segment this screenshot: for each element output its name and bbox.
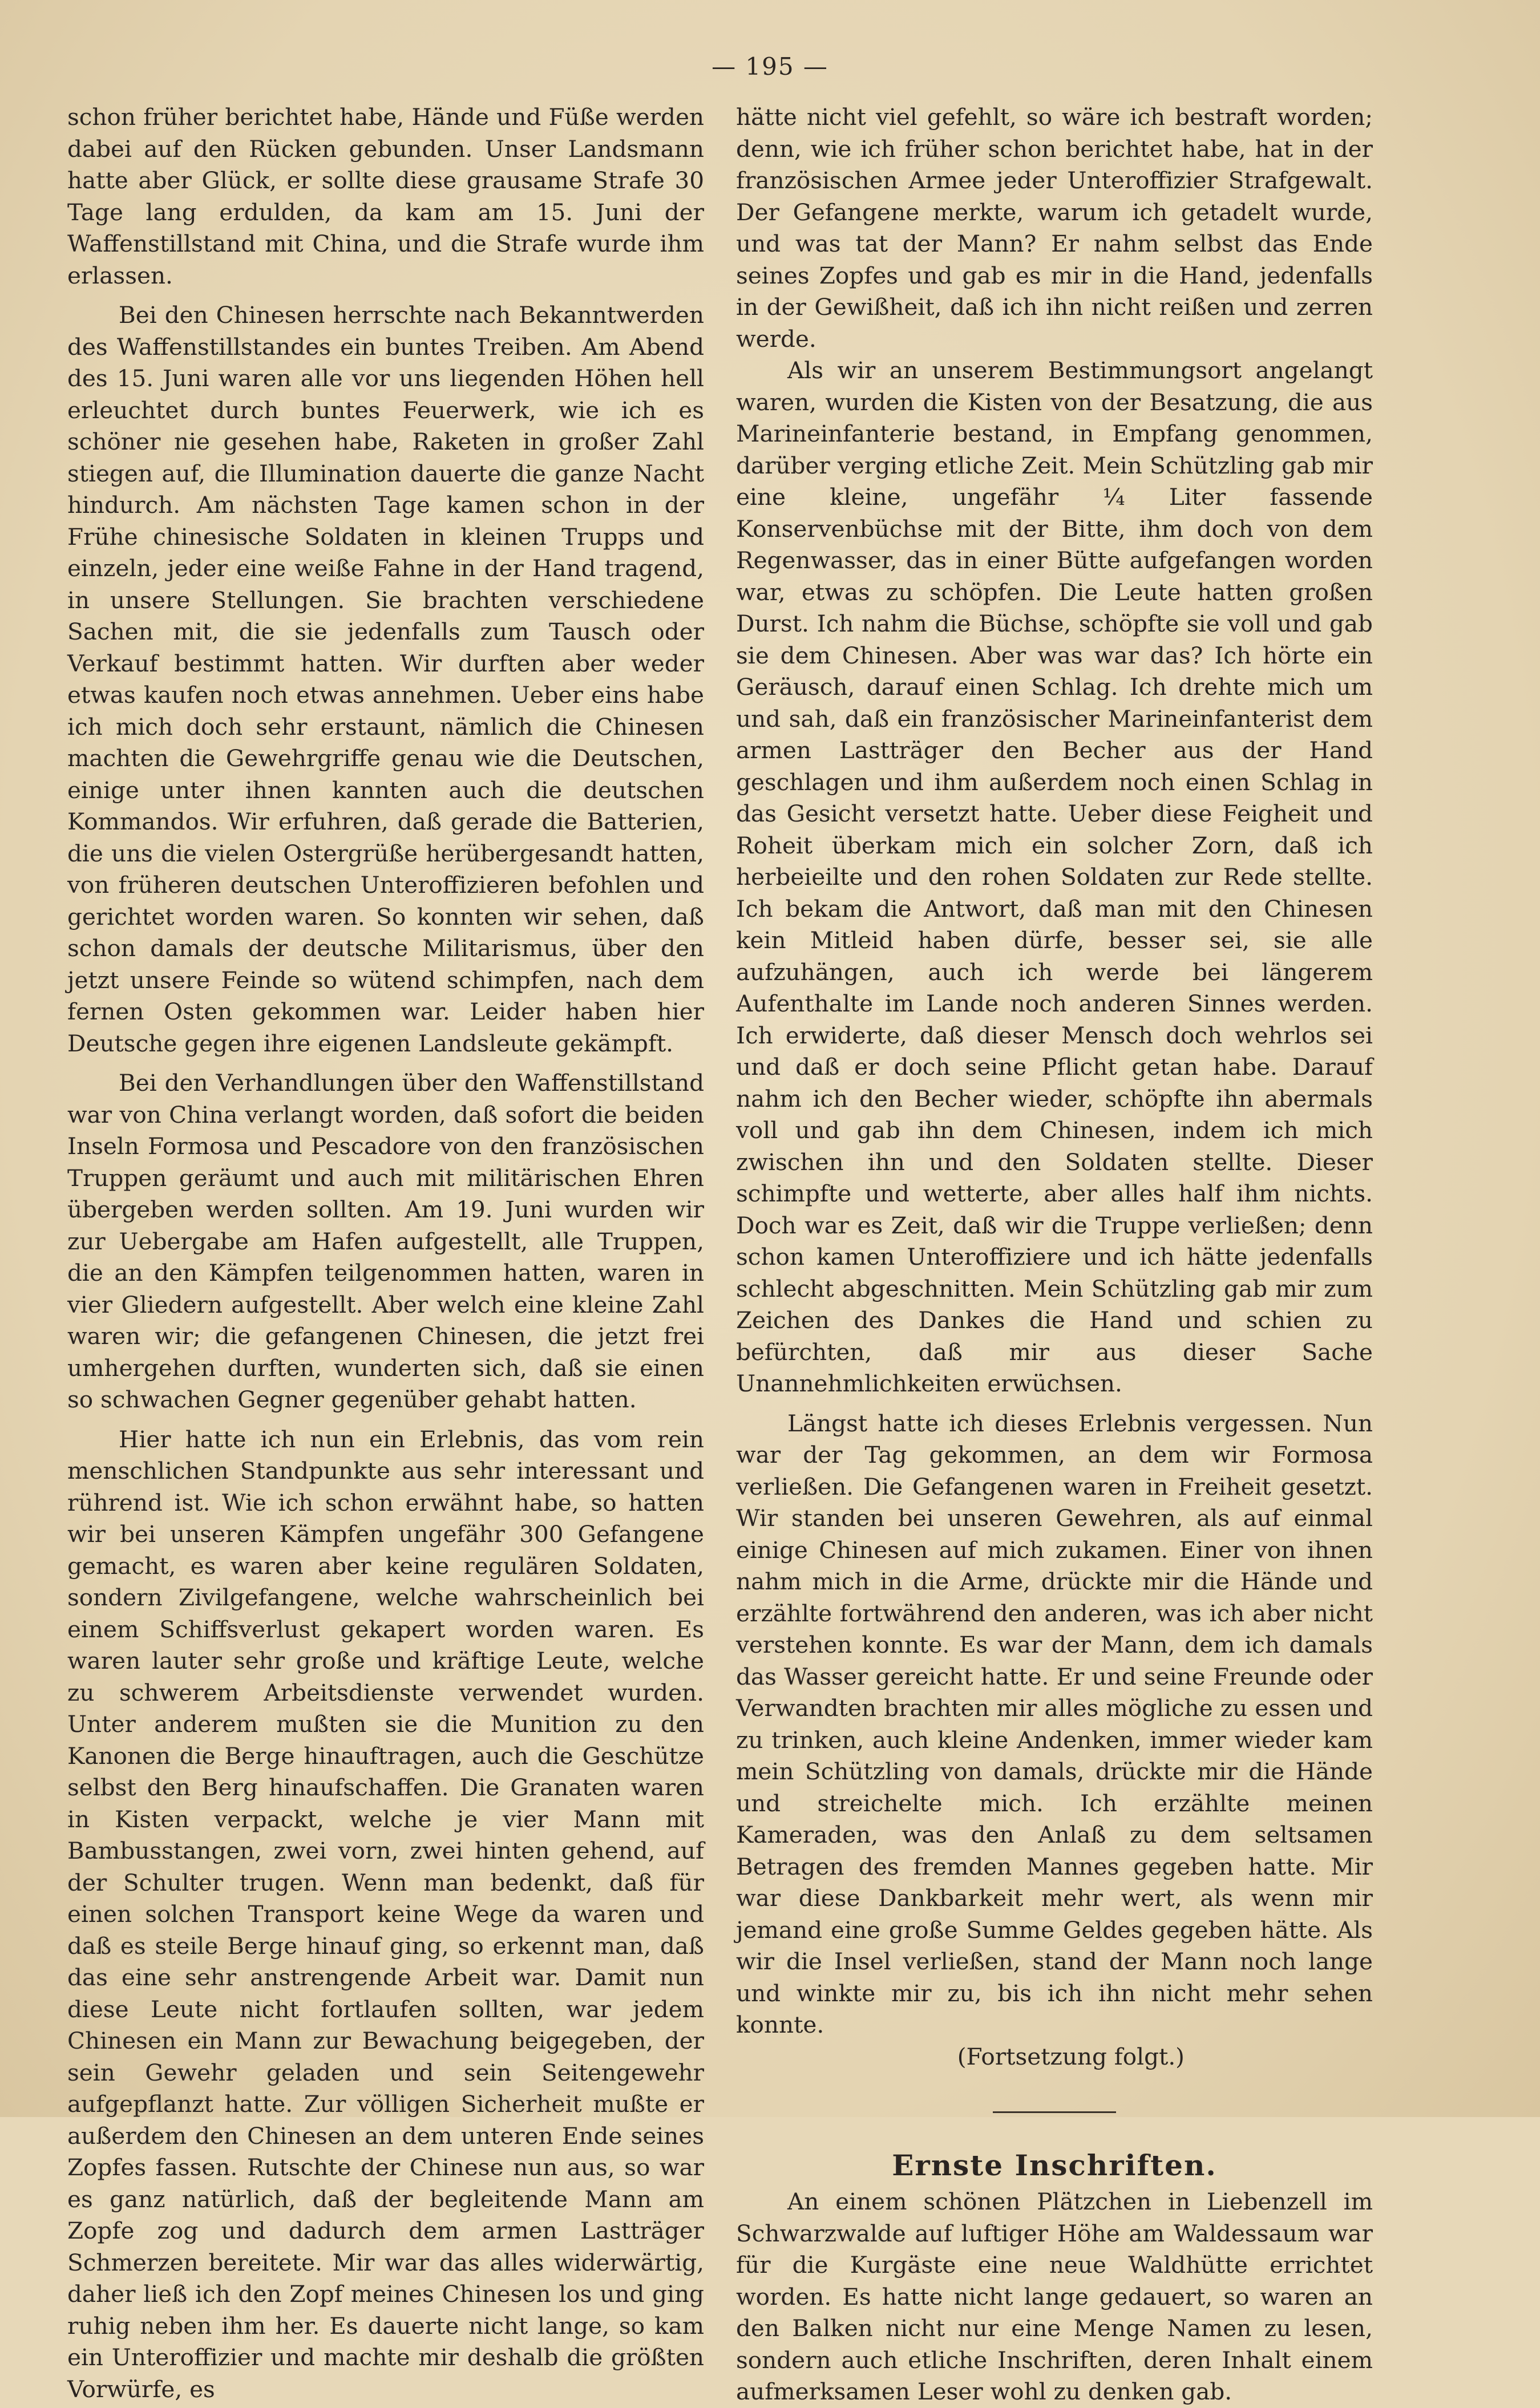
paragraph: hätte nicht viel gefehlt, so wäre ich bestraft worden; denn, wie ich früher schon berichtet habe, hat in der französischen Armee jeder Unteroffizier Strafgewalt. Der Gefangene merkte, warum ich getadelt wurde, und was tat der Mann? Er nahm selbst das Ende seines Zopfes und gab es mir in die Hand, jedenfalls in der Gewißheit, daß ich ihn nicht reißen und zerren werde. [736,103,1373,353]
paragraph: Als wir an unserem Bestimmungsort angelangt waren, wurden die Kisten von der Besatzung, die aus Marineinfanterie bestand, in Empfang genommen, darüber verging etliche Zeit. Mein Schützling gab mir eine kleine, ungefähr ¼ Liter fassende Konservenbüchse mit der Bitte, ihm doch von dem Regenwasser, das in einer Bütte aufgefangen worden war, etwas zu schöpfen. Die Leute hatten großen Durst. Ich nahm die Büchse, schöpfte sie voll und gab sie dem Chinesen. Aber was war das? Ich hörte ein Geräusch, darauf einen Schlag. Ich drehte mich um und sah, daß ein französischer Marineinfanterist dem armen Lastträger den Becher aus der Hand geschlagen und ihm außerdem noch einen Schlag in das Gesicht versetzt hatte. Ueber diese Feigheit und Roheit überkam mich ein solcher Zorn, daß ich herbeieilte und den rohen Soldaten zur Rede stellte. Ich bekam die Antwort, daß man mit den Chinesen kein Mitleid haben dürfe, besser sei, sie alle aufzuhängen, auch ich werde bei längerem Aufenthalte im Lande noch anderen Sinnes werden. Ich erwiderte, daß dieser Mensch doch wehrlos sei und daß er doch seine Pflicht getan habe. Darauf nahm ich den Becher wieder, schöpfte ihn abermals voll und gab ihn dem Chinesen, indem ich mich zwischen ihn und den Soldaten stellte. Dieser schimpfte und wetterte, aber alles half ihm nichts. Doch war es Zeit, daß wir die Truppe verließen; denn schon kamen Unteroffiziere und ich hätte jedenfalls schlecht abgeschnitten. Mein Schützling gab mir zum Zeichen des Dankes die Hand und schien zu befürchten, daß mir aus dieser Sache Unannehmlichkeiten erwüchsen. [736,357,1373,1397]
article-paragraph: An einem schönen Plätzchen in Liebenzell im Schwarzwalde auf luftiger Höhe am Waldessaum war für die Kurgäste eine neue Waldhütte errichtet worden. Es hatte nicht lange gedauert, so waren an den Balken nicht nur eine Menge Namen zu lesen, sondern auch etliche Inschriften, deren Inhalt einem aufmerksamen Leser wohl zu denken gab. [736,2188,1373,2405]
paragraph: Bei den Chinesen herrschte nach Bekanntwerden des Waffenstillstandes ein buntes Treiben. Am Abend des 15. Juni waren alle vor uns liegenden Höhen hell erleuchtet durch buntes Feuerwerk, wie ich es schöner nie gesehen habe, Raketen in großer Zahl stiegen auf, die Illumination dauerte die ganze Nacht hindurch. Am nächsten Tage kamen schon in der Frühe chinesische Soldaten in kleinen Trupps und einzeln, jeder eine weiße Fahne in der Hand tragend, in unsere Stellungen. Sie brachten verschiedene Sachen mit, die sie jedenfalls zum Tausch oder Verkauf bestimmt hatten. Wir durften aber weder etwas kaufen noch etwas annehmen. Ueber eins habe ich mich doch sehr erstaunt, nämlich die Chinesen machten die Gewehrgriffe genau wie die Deutschen, einige unter ihnen kannten auch die deutschen Kommandos. Wir erfuhren, daß gerade die Batterien, die uns die vielen Ostergrüße herübergesandt hatten, von früheren deutschen Unteroffizieren befohlen und gerichtet worden waren. So konnten wir sehen, daß schon damals der deutsche Militarismus, über den jetzt unsere Feinde so wütend schimpfen, nach dem fernen Osten gekommen war. Leider haben hier Deutsche gegen ihre eigenen Landsleute gekämpft. [67,301,704,1057]
paragraph: Bei den Verhandlungen über den Waffenstillstand war von China verlangt worden, daß sofort die beiden Inseln Formosa und Pescadore von den französischen Truppen geräumt und auch mit militärischen Ehren übergeben werden sollten. Am 19. Juni wurden wir zur Uebergabe am Hafen aufgestellt, alle Truppen, die an den Kämpfen teilgenommen hatten, waren in vier Gliedern aufgestellt. Aber welch eine kleine Zahl waren wir; die gefangenen Chinesen, die jetzt frei umhergehen durften, wunderten sich, daß sie einen so schwachen Gegner gegenüber gehabt hatten. [67,1069,704,1413]
paragraph: Längst hatte ich dieses Erlebnis vergessen. Nun war der Tag gekommen, an dem wir Formosa verließen. Die Gefangenen waren in Freiheit gesetzt. Wir standen bei unseren Gewehren, als auf einmal einige Chinesen auf mich zukamen. Einer von ihnen nahm mich in die Arme, drückte mir die Hände und erzählte fortwährend den anderen, was ich aber nicht verstehen konnte. Es war der Mann, dem ich damals das Wasser gereicht hatte. Er und seine Freunde oder Verwandten brachten mir alles mögliche zu essen und zu trinken, auch kleine Andenken, immer wieder kam mein Schützling von damals, drückte mir die Hände und streichelte mich. Ich erzählte meinen Kameraden, was den Anlaß zu dem seltsamen Betragen des fremden Mannes gegeben hatte. Mir war diese Dankbarkeit mehr wert, als wenn mir jemand eine große Summe Geldes gegeben hätte. Als wir die Insel verließen, stand der Mann noch lange und winkte mir zu, bis ich ihn nicht mehr sehen konnte. [736,1409,1373,2038]
page-number: — 195 — [712,52,828,80]
paragraph: Hier hatte ich nun ein Erlebnis, das vom rein menschlichen Standpunkte aus sehr interessant und rührend ist. Wie ich schon erwähnt habe, so hatten wir bei unseren Kämpfen ungefähr 300 Gefangene gemacht, es waren aber keine regulären Soldaten, sondern Zivilgefangene, welche wahrscheinlich bei einem Schiffsverlust gekapert worden waren. Es waren lauter sehr große und kräftige Leute, welche zu schwerem Arbeitsdienste verwendet wurden. Unter anderem mußten sie die Munition zu den Kanonen die Berge hinauftragen, auch die Geschütze selbst den Berg hinaufschaffen. Die Granaten waren in Kisten verpackt, welche je vier Mann mit Bambusstangen, zwei vorn, zwei hinten gehend, auf der Schulter trugen. Wenn man bedenkt, daß für einen solchen Transport keine Wege da waren und daß es steile Berge hinauf ging, so erkennt man, daß das eine sehr anstrengende Arbeit war. Damit nun diese Leute nicht fortlaufen sollten, war jedem Chinesen ein Mann zur Bewachung beigegeben, der sein Gewehr geladen und sein Seitengewehr aufgepflanzt hatte. Zur völligen Sicherheit mußte er außerdem den Chinesen an dem unteren Ende seines Zopfes fassen. Rutschte der Chinese nun aus, so war es ganz natürlich, daß der begleitende Mann am Zopfe zog und dadurch dem armen Lastträger Schmerzen bereitete. Mir war das alles widerwärtig, daher ließ ich den Zopf meines Chinesen los und ging ruhig neben ihm her. Es dauerte nicht lange, so kam ein Unteroffizier und machte mir deshalb die größten Vorwürfe, es [67,1425,704,2403]
right-column [736,102,1373,2408]
left-column [67,102,704,2405]
paragraph: schon früher berichtet habe, Hände und Füße werden dabei auf den Rücken gebunden. Unser Landsmann hatte aber Glück, er sollte diese grausame Strafe 30 Tage lang erdulden, da kam am 15. Juni der Waffenstillstand mit China, und die Strafe wurde ihm erlassen. [67,103,704,289]
continuation-note: (Fortsetzung folgt.) [957,2042,1185,2070]
article-heading: Ernste Inschriften. [892,2148,1217,2182]
section-divider [993,2111,1116,2113]
